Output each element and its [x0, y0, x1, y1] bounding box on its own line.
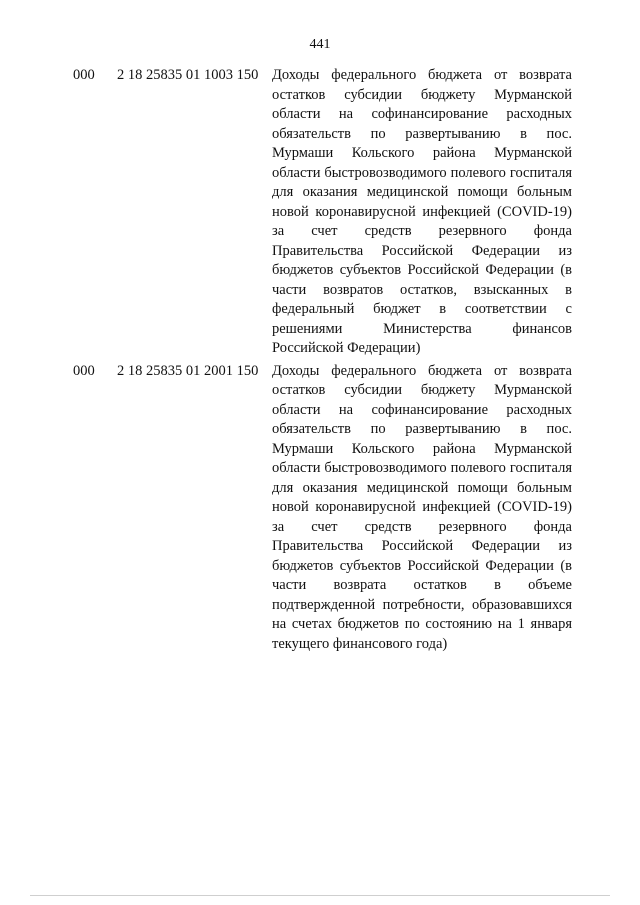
budget-classification-code: 2 18 25835 01 1003 150: [117, 67, 259, 83]
page-bottom-edge: [30, 895, 610, 896]
income-description: Доходы федерального бюджета от возврата остатков субсидии бюджету Мурманской области на софинансирование расходных обязательств по развертыванию в пос. Мурмаши Кольского района Мурманской области быстровозводимого полевого госпиталя для оказания медицинской помощи больным новой коронавирусной инфекцией (COVID-19) за счет средств резервного фонда Правительства Российской Федерации из бюджетов субъектов Российской Федерации (в части возвратов остатков, взысканных в федеральный бюджет в соответствии с решениями Министерства финансов Российской Федерации): [272, 67, 572, 356]
budget-classification-code: 2 18 25835 01 2001 150: [117, 362, 259, 379]
income-description: Доходы федерального бюджета от возврата остатков субсидии бюджету Мурманской области на софинансирование расходных обязательств по развертыванию в пос. Мурмаши Кольского района Мурманской области быстровозводимого полевого госпиталя для оказания медицинской помощи больным новой коронавирусной инфекцией (COVID-19) за счет средств резервного фонда Правительства Российской Федерации из бюджетов субъектов Российской Федерации (в части возврата остатков в объеме подтвержденной потребности, образовавшихся на счетах бюджетов по состоянию на 1 января текущего финансового года): [272, 362, 572, 652]
admin-code: 000: [73, 67, 95, 83]
admin-code: 000: [73, 362, 95, 379]
budget-code-table: [0, 66, 640, 657]
table-row: [0, 66, 640, 359]
page-number: 441: [309, 37, 331, 52]
table-row: [0, 362, 640, 655]
